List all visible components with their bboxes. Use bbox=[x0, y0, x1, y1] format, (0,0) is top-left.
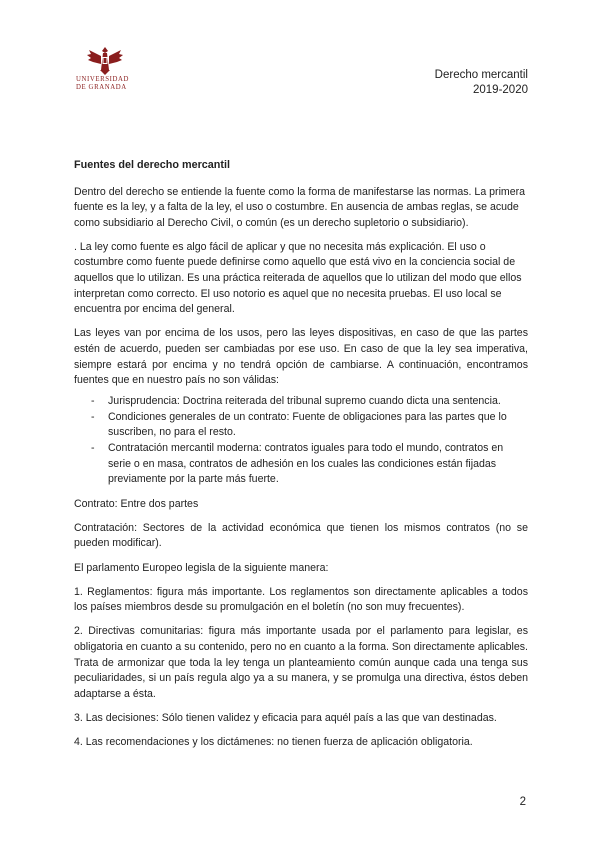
list-item bbox=[91, 441, 528, 488]
page-header bbox=[435, 68, 528, 98]
paragraph: El parlamento Europeo legisla de la siguiente manera: bbox=[74, 561, 329, 574]
list-marker: - bbox=[91, 442, 95, 454]
paragraph: 4. Las recomendaciones y los dictámenes: no tienen fuerza de aplicación obligatoria. bbox=[74, 735, 473, 748]
list-item-text: Jurisprudencia: Doctrina reiterada del tribunal supremo cuando dicta una sentencia. bbox=[108, 395, 501, 408]
paragraph: Las leyes van por encima de los usos, pero las leyes dispositivas, en caso de que las partes estén de acuerdo, pueden ser cambiadas por ese uso. En caso de que la ley sea imperativa, siempre estará por encima y no tendrá opción de cambiarse. A continuación, encontramos fuentes que en nuestro país no son válidas: bbox=[74, 327, 528, 387]
university-logo bbox=[76, 44, 138, 92]
list-item bbox=[91, 394, 528, 410]
list-marker: - bbox=[91, 395, 95, 408]
paragraph: Dentro del derecho se entiende la fuente como la forma de manifestarse las normas. La primera fuente es la ley, y a falta de la ley, el uso o costumbre. En ausencia de ambas reglas, se acude como subsidiario al Derecho Civil, o común (es un derecho supletorio o subsidiario). bbox=[74, 185, 526, 229]
paragraph: Contrato: Entre dos partes bbox=[74, 497, 199, 510]
paragraph: 3. Las decisiones: Sólo tienen validez y eficacia para aquél país a las que van destinadas. bbox=[74, 711, 497, 724]
subject-name: Derecho mercantil bbox=[434, 69, 528, 81]
logo-line-2: DE GRANADA bbox=[76, 84, 127, 91]
list-marker: - bbox=[91, 410, 95, 423]
list-item bbox=[91, 410, 528, 441]
document-body bbox=[74, 158, 528, 759]
paragraph: 1. Reglamentos: figura más importante. Los reglamentos son directamente aplicables a todos los países miembros desde su promulgación en el boletín (no son muy frecuentes). bbox=[74, 585, 528, 614]
eagle-crest-icon bbox=[85, 44, 125, 76]
list-item-text: Contratación mercantil moderna: contratos iguales para todo el mundo, contratos en serie o en masa, contratos de adhesión en los cuales las condiciones están fijadas previamente por la parte más fuerte. bbox=[108, 442, 504, 486]
paragraph: 2. Directivas comunitarias: figura más importante usada por el parlamento para legislar, es obligatoria en cuanto a su contenido, pero no en cuanto a la forma. Son directamente aplicables. Trata de armonizar que toda la ley tenga un planteamiento común aunque cada una tenga sus peculiaridades, si un país regula algo ya a su manera, y se promulga una directiva, éstos deben adaptarse a ésta. bbox=[74, 625, 528, 700]
list-item-text: Condiciones generales de un contrato: Fuente de obligaciones para las partes que lo suscriben, no para el resto. bbox=[108, 410, 507, 439]
page-number: 2 bbox=[519, 796, 526, 808]
academic-year: 2019-2020 bbox=[473, 84, 528, 96]
section-title: Fuentes del derecho mercantil bbox=[74, 159, 231, 171]
paragraph: . La ley como fuente es algo fácil de aplicar y que no necesita más explicación. El uso o costumbre como fuente puede definirse como aquello que está vivo en la conciencia social de aquellos que lo utilizan. Es una práctica reiterada de aquellos que lo utilizan del modo que ellos interpretan como correcto. El uso notorio es aquel que no necesita pruebas. El uso local se encuentra por encima del general. bbox=[74, 240, 522, 316]
logo-line-1: UNIVERSIDAD bbox=[76, 76, 130, 83]
paragraph: Contratación: Sectores de la actividad económica que tienen los mismos contratos (no se pueden modificar). bbox=[74, 521, 528, 550]
invalid-sources-list bbox=[74, 394, 528, 488]
